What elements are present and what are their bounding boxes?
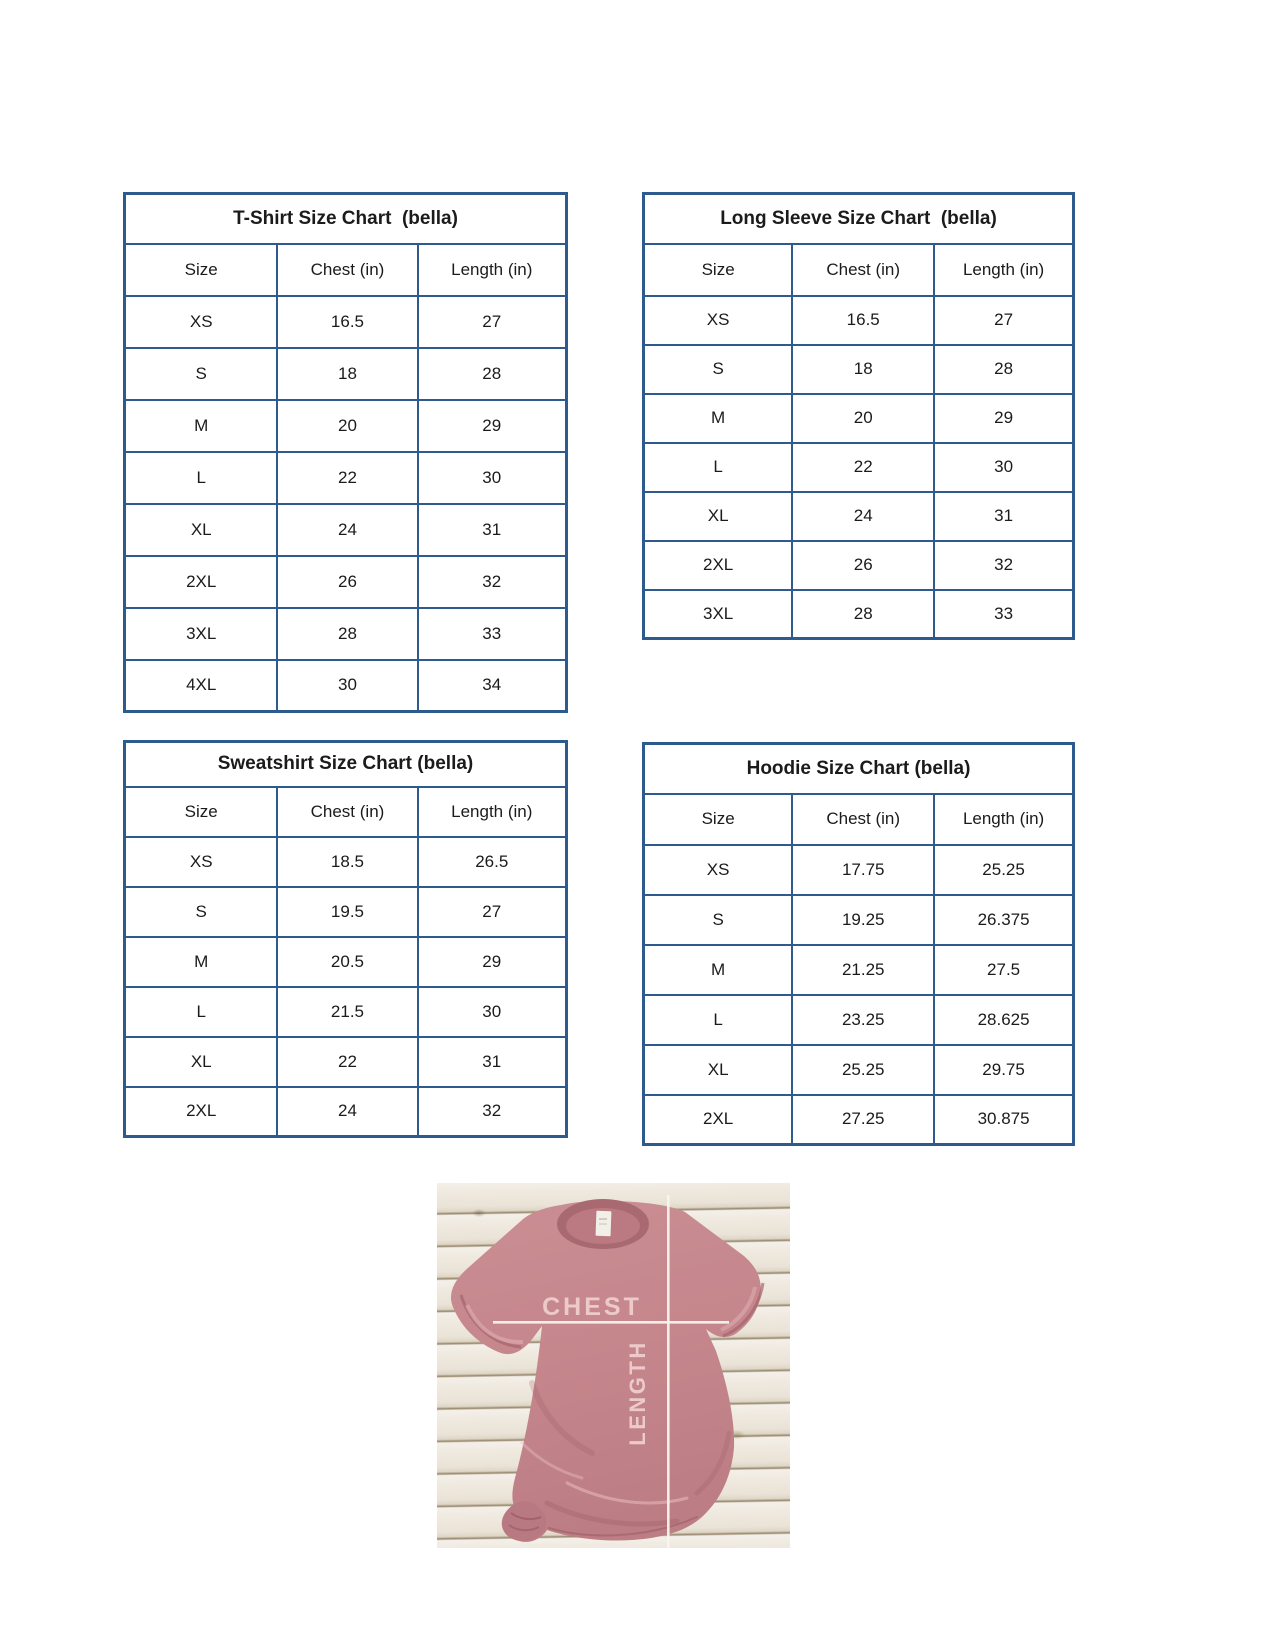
size-cell: 17.75: [792, 845, 934, 895]
size-cell: 21.5: [277, 987, 417, 1037]
size-cell: L: [125, 987, 278, 1037]
size-cell: XL: [125, 504, 278, 556]
tshirt-measurement-photo: [437, 1183, 790, 1548]
table-title: T-Shirt Size Chart (bella): [125, 194, 567, 244]
header-row: [644, 244, 1074, 296]
size-cell: 29: [934, 394, 1073, 443]
size-cell: 22: [792, 443, 934, 492]
size-cell: XL: [125, 1037, 278, 1087]
size-cell: 32: [418, 556, 567, 608]
size-cell: 24: [792, 492, 934, 541]
table-title: Hoodie Size Chart (bella): [644, 744, 1074, 794]
size-cell: 33: [934, 590, 1073, 639]
size-cell: S: [644, 895, 793, 945]
size-cell: S: [644, 345, 793, 394]
size-cell: XS: [125, 837, 278, 887]
size-row: [644, 1045, 1074, 1095]
size-cell: 30: [418, 987, 567, 1037]
size-cell: 2XL: [125, 556, 278, 608]
size-cell: 32: [418, 1087, 567, 1137]
size-cell: 30: [277, 660, 417, 712]
size-cell: 27: [418, 887, 567, 937]
size-row: [644, 1095, 1074, 1145]
column-header: Length (in): [934, 794, 1073, 845]
size-cell: 28: [277, 608, 417, 660]
size-cell: L: [644, 995, 793, 1045]
size-cell: 18: [277, 348, 417, 400]
size-row: [125, 504, 567, 556]
size-row: [125, 660, 567, 712]
size-cell: XS: [125, 296, 278, 348]
size-cell: 20: [792, 394, 934, 443]
size-row: [125, 837, 567, 887]
size-row: [644, 895, 1074, 945]
size-cell: 30: [934, 443, 1073, 492]
size-cell: 29: [418, 937, 567, 987]
hoodie-size-chart-table: [642, 742, 1075, 1146]
size-cell: 18.5: [277, 837, 417, 887]
size-cell: 29.75: [934, 1045, 1073, 1095]
size-cell: 27.5: [934, 945, 1073, 995]
size-cell: 25.25: [934, 845, 1073, 895]
column-header: Chest (in): [792, 794, 934, 845]
header-row: [125, 244, 567, 296]
size-row: [125, 1037, 567, 1087]
size-cell: 19.5: [277, 887, 417, 937]
column-header: Length (in): [418, 244, 567, 296]
column-header: Length (in): [934, 244, 1073, 296]
size-cell: M: [125, 400, 278, 452]
column-header: Length (in): [418, 787, 567, 837]
chest-measure-line: [493, 1321, 729, 1324]
size-cell: 20.5: [277, 937, 417, 987]
size-cell: 3XL: [644, 590, 793, 639]
size-row: [644, 945, 1074, 995]
size-cell: 31: [934, 492, 1073, 541]
size-cell: 32: [934, 541, 1073, 590]
size-cell: 31: [418, 504, 567, 556]
size-cell: 30: [418, 452, 567, 504]
size-row: [125, 937, 567, 987]
size-cell: 27: [934, 296, 1073, 345]
size-cell: M: [644, 394, 793, 443]
size-row: [644, 995, 1074, 1045]
size-cell: 27: [418, 296, 567, 348]
size-row: [125, 887, 567, 937]
size-cell: 2XL: [644, 541, 793, 590]
size-cell: XL: [644, 492, 793, 541]
size-row: [125, 987, 567, 1037]
column-header: Chest (in): [792, 244, 934, 296]
size-cell: M: [125, 937, 278, 987]
size-row: [125, 296, 567, 348]
sweatshirt-size-chart-table: [123, 740, 568, 1138]
table-title: Long Sleeve Size Chart (bella): [644, 194, 1074, 244]
size-cell: XL: [644, 1045, 793, 1095]
tshirt-illustration: [437, 1183, 790, 1548]
column-header: Size: [125, 244, 278, 296]
size-cell: 33: [418, 608, 567, 660]
size-row: [644, 443, 1074, 492]
size-cell: L: [125, 452, 278, 504]
size-cell: 22: [277, 1037, 417, 1087]
size-row: [644, 845, 1074, 895]
column-header: Size: [125, 787, 278, 837]
size-cell: 21.25: [792, 945, 934, 995]
size-cell: 34: [418, 660, 567, 712]
size-cell: 2XL: [644, 1095, 793, 1145]
size-cell: 29: [418, 400, 567, 452]
size-cell: 26: [792, 541, 934, 590]
column-header: Size: [644, 244, 793, 296]
size-cell: 26.5: [418, 837, 567, 887]
length-label: LENGTH: [625, 1340, 650, 1446]
longsleeve-size-chart-table: [642, 192, 1075, 640]
size-cell: 28: [418, 348, 567, 400]
size-cell: 24: [277, 504, 417, 556]
size-cell: S: [125, 348, 278, 400]
hoodie-grid: [642, 742, 1075, 1146]
size-cell: M: [644, 945, 793, 995]
size-cell: L: [644, 443, 793, 492]
size-cell: S: [125, 887, 278, 937]
size-row: [125, 452, 567, 504]
size-row: [125, 1087, 567, 1137]
size-cell: 16.5: [792, 296, 934, 345]
size-cell: XS: [644, 296, 793, 345]
size-row: [644, 590, 1074, 639]
column-header: Chest (in): [277, 244, 417, 296]
length-measure-line: [667, 1195, 670, 1548]
size-row: [125, 556, 567, 608]
size-cell: 2XL: [125, 1087, 278, 1137]
size-cell: 30.875: [934, 1095, 1073, 1145]
header-row: [644, 794, 1074, 845]
size-cell: 19.25: [792, 895, 934, 945]
size-row: [644, 345, 1074, 394]
size-cell: 24: [277, 1087, 417, 1137]
size-cell: 3XL: [125, 608, 278, 660]
tshirt-grid: [123, 192, 568, 713]
size-cell: 28.625: [934, 995, 1073, 1045]
size-row: [125, 348, 567, 400]
chest-label: CHEST: [542, 1293, 642, 1321]
size-row: [125, 608, 567, 660]
size-row: [644, 541, 1074, 590]
size-cell: 28: [934, 345, 1073, 394]
sweatshirt-grid: [123, 740, 568, 1138]
size-cell: 31: [418, 1037, 567, 1087]
column-header: Chest (in): [277, 787, 417, 837]
header-row: [125, 787, 567, 837]
size-cell: 28: [792, 590, 934, 639]
table-title: Sweatshirt Size Chart (bella): [125, 742, 567, 787]
size-cell: 27.25: [792, 1095, 934, 1145]
size-row: [644, 394, 1074, 443]
size-row: [644, 492, 1074, 541]
longsleeve-grid: [642, 192, 1075, 640]
size-cell: XS: [644, 845, 793, 895]
tshirt-size-chart-table: [123, 192, 568, 713]
size-cell: 23.25: [792, 995, 934, 1045]
size-cell: 16.5: [277, 296, 417, 348]
size-cell: 4XL: [125, 660, 278, 712]
size-row: [644, 296, 1074, 345]
size-cell: 20: [277, 400, 417, 452]
column-header: Size: [644, 794, 793, 845]
size-cell: 26.375: [934, 895, 1073, 945]
size-row: [125, 400, 567, 452]
size-cell: 25.25: [792, 1045, 934, 1095]
size-cell: 26: [277, 556, 417, 608]
size-cell: 22: [277, 452, 417, 504]
size-cell: 18: [792, 345, 934, 394]
tshirt-shape: [451, 1199, 763, 1542]
